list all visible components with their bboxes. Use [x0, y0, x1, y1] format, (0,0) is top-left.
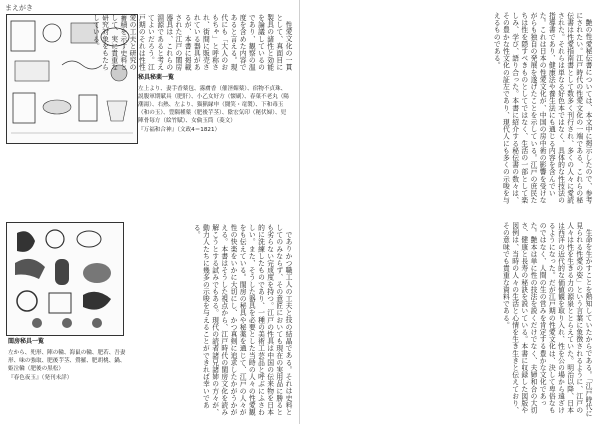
figure2-description: 左から、兜形、陣の輪、海鼠の輪、肥若、吾妻形、味の強取、肥後芋茎、鶯羅、肥胡桃、鍋、姫泣輪（肥後の黒松）	[8, 349, 126, 372]
left-text-top-paragraph: 性愛文化の一貫として、真面目に製具の諸性と効能を論議しているのであり、観察の温度を含めた内容であると言える。現代にも「大人のおもちゃ」と呼称され、街間に販売されている器具があるが、本書に掲載された江戸の閨房器具は、これらの淵源であると考えてよいだろう。江戸期のそれは性性愛の工夫と研究の蓄積を示す史料として、実に貴重な研究対象をもたらしている。	[91, 14, 292, 71]
left-text-bottom-paragraph: でありかつ職工人の工夫と技の結晶である。それは史料としてのみならず、その意匠においても現在の実用品に勝るとも劣らない完成度を持つ。江戸の性具は中国の伝来物を日本的に洗練したものであり、一種の美術工芸品と呼ぶにふさわしい。また、そうした器具を必要とした当時の人々の性愛観をも伝えている。閨房の秘具や秘薬を通じて、江戸の人々が性の快楽をいかに大切にし、かつ真剣に追求したかがうかがえる。本書はそうした視点から、江戸時代の閨房文化を読み解こうとする試みでもある。現代の読者諸兄諸姉の方々が、動力人たちに幾多の示唆を与えることができれば幸いである。	[192, 224, 292, 416]
right-text-bottom	[308, 222, 592, 418]
right-text-bottom-paragraph: 生命を生かすことを熱知していたからである。「江戸時代に見られる性愛の姿」という言葉に象徴されるように、江戸の人々は性を生きる力の源泉ととらえていた。明治以降、日本は西洋の近代的な価値観を取り入れ、性を公の場から遠ざけるようになった。だが江戸期の性愛文化は、決して卑俗なものではなく、人間の生の営みを肯定する豊かな文化であった。艶本は単に性の技法を説くだけでなく、夫婦和合の大切さ、健康と長寿の秘訣を説いている。本書に収録した図版や図例は、当時の人々の生活と心情を生き生きと伝えており、その意味でも貴重な資料である。	[501, 222, 592, 418]
left-text-bottom	[128, 224, 292, 416]
bedroom-tools-illustration	[6, 222, 124, 336]
right-text-top-paragraph: 艶の性愛秘伝書については、本文中に掲示したので、参考にされたい。江戸時代の性愛文化の一端である、これらの秘伝書は性愛指南書として数多く刊行され、多くの人々に愛読された。それらは単なる好色本ではなく、具体的な性技法の指導書であり、健康法や養生法にも通じる内容を含んでいた。これは日本の性愛文化が、中国の房中術の影響を受けながらも独自の発展を遂げたことを示している。江戸の庶民たちは性を隠すべきものとしてではなく、生活の一部として楽しみ、学び、語り合った。本書に紹介する秘伝書の数々は、その豊かな性文化の証左であり、現代人にも多くの示唆を与えるものである。	[492, 12, 592, 204]
left-text-top	[91, 14, 292, 72]
bedroom-tools-drawing	[7, 223, 123, 335]
figure1-caption	[138, 74, 290, 134]
figure2-caption	[8, 338, 126, 382]
right-page	[300, 0, 600, 424]
figure2-title: 閨房秘具一覧	[8, 338, 45, 345]
running-header: まえがき	[5, 4, 33, 12]
figure1-source: 『万福和合神』（文政4＝1821）	[138, 127, 221, 134]
figure1-title: 秘具秘薬一覧	[138, 74, 175, 81]
right-text-top	[308, 12, 592, 208]
figure2-source: 『春色夜玉』（発刊未詳）	[8, 375, 73, 382]
figure1-description: 左上より、妻手香薬包、霧膚香（催淫媚薬）、宿物不貞珠、説腹軍期賦具（肥肝）、小乙女好方（懐刷）、春菓不老丸（陽潮湯）、右熱、左より、猫猟縁申（闘笑・竜製）、下和毒玉（和の玉）、豊隅種薬（肥後芋茎）、陰宏気印（秘伏婦）、児陣骨毎方（絵竹賦）、女倫玉筒（菱文）	[138, 85, 290, 125]
